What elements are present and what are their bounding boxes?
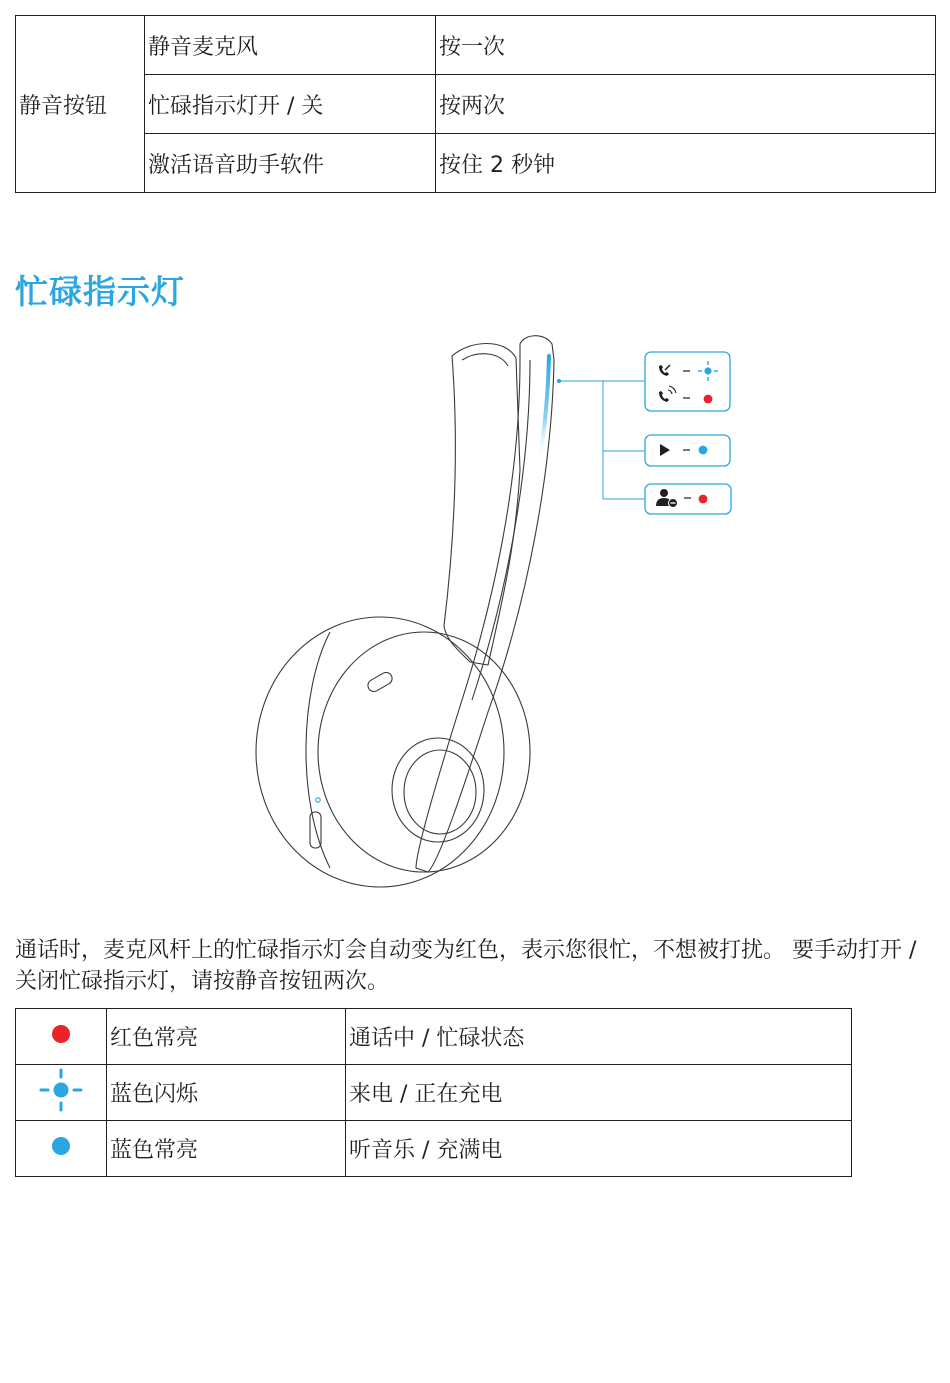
light-color-cell: 红色常亮 — [107, 1009, 346, 1065]
callout-busy — [645, 484, 731, 514]
action-cell: 按两次 — [436, 75, 936, 134]
section-title: 忙碌指示灯 — [15, 272, 185, 311]
table-row — [16, 1121, 852, 1177]
red-dot-icon — [49, 1022, 73, 1046]
headset-illustration — [0, 320, 950, 900]
callout-lines — [557, 379, 645, 499]
function-cell: 激活语音助手软件 — [145, 134, 436, 193]
blue-dot-icon — [699, 446, 708, 455]
table-row — [16, 75, 936, 134]
icon-cell — [16, 1121, 107, 1177]
blue-dot-icon — [49, 1134, 73, 1158]
icon-cell — [16, 1065, 107, 1121]
mic-boom — [416, 336, 554, 872]
table-row — [16, 1065, 852, 1121]
table-row — [16, 16, 936, 75]
red-dot-icon — [704, 395, 713, 404]
function-cell: 忙碌指示灯开 / 关 — [145, 75, 436, 134]
light-color-cell: 蓝色闪烁 — [107, 1065, 346, 1121]
side-buttons — [310, 670, 394, 848]
table-row — [16, 134, 936, 193]
light-meaning-cell: 通话中 / 忙碌状态 — [346, 1009, 852, 1065]
mute-button-table — [15, 15, 936, 193]
light-color-cell: 蓝色常亮 — [107, 1121, 346, 1177]
function-cell: 静音麦克风 — [145, 16, 436, 75]
light-meaning-cell: 听音乐 / 充满电 — [346, 1121, 852, 1177]
icon-cell — [16, 1009, 107, 1065]
table-row — [16, 1009, 852, 1065]
callout-music — [645, 435, 730, 466]
red-dot-icon — [699, 495, 708, 504]
mute-button-label: 静音按钮 — [16, 16, 145, 193]
action-cell: 按住 2 秒钟 — [436, 134, 936, 193]
blue-flashing-dot-icon — [39, 1068, 83, 1112]
busy-light-strip — [540, 356, 549, 460]
busy-light-table — [15, 1008, 852, 1177]
action-cell: 按一次 — [436, 16, 936, 75]
callout-call-states — [645, 352, 730, 411]
description-paragraph: 通话时，麦克风杆上的忙碌指示灯会自动变为红色，表示您很忙，不想被打扰。 要手动打开 / 关闭忙碌指示灯，请按静音按钮两次。 — [15, 938, 917, 994]
light-meaning-cell: 来电 / 正在充电 — [346, 1065, 852, 1121]
ear-cup — [256, 617, 530, 887]
